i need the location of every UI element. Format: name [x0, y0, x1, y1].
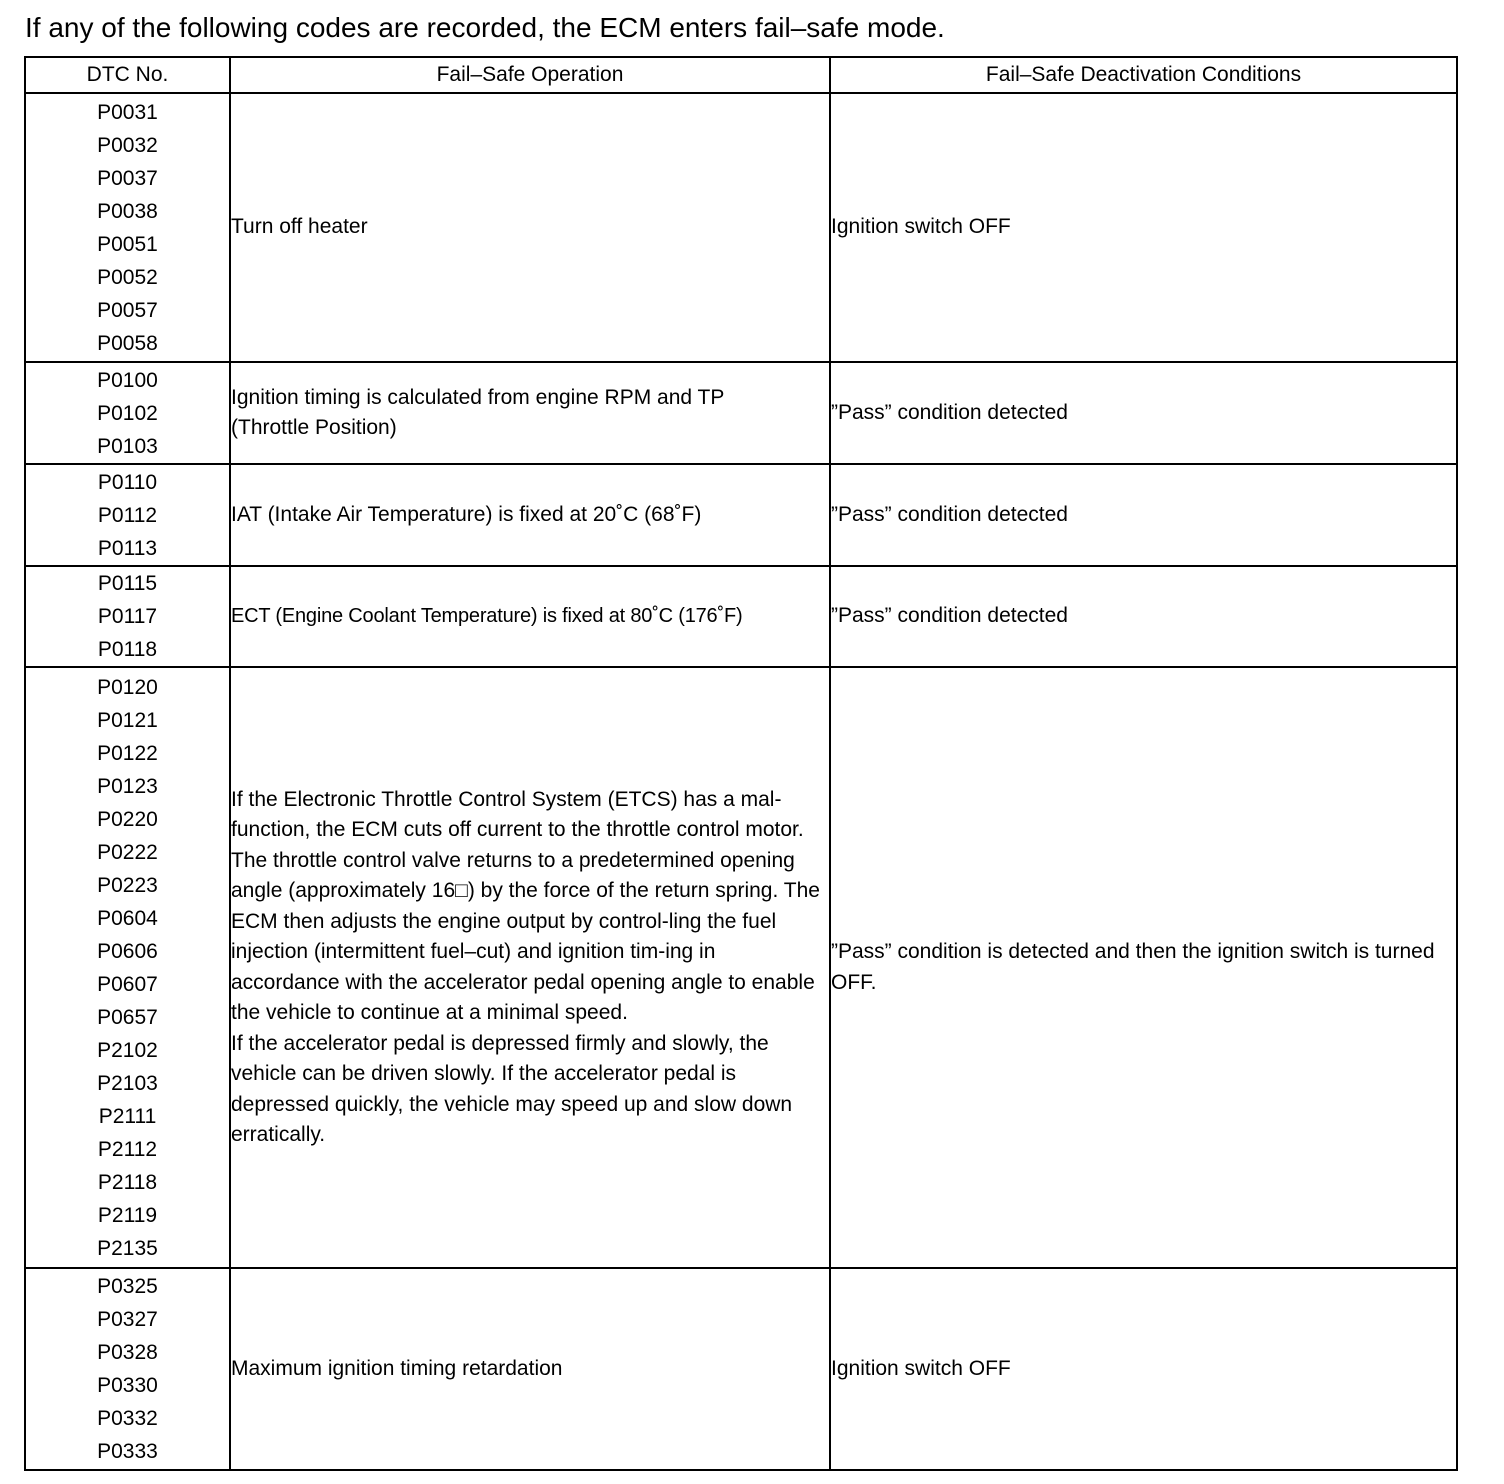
table-row: [25, 464, 1457, 566]
dtc-code: P0122: [97, 741, 158, 765]
dtc-code: P2102: [97, 1038, 158, 1062]
dtc-code: P0051: [97, 232, 158, 256]
table-row: [25, 1268, 1457, 1470]
dtc-code: P0031: [97, 100, 158, 124]
fail-safe-operation-cell: [230, 1268, 830, 1470]
fail-safe-operation-cell: [230, 464, 830, 566]
fail-safe-operation-cell: [230, 667, 830, 1268]
dtc-codes-cell: [25, 464, 230, 566]
operation-text: IAT (Intake Air Temperature) is fixed at 20˚C (68˚F): [231, 502, 702, 526]
dtc-code: P0123: [97, 774, 158, 798]
operation-text: If the Electronic Throttle Control System (ETCS) has a mal-function, the ECM cuts off current to the throttle control motor. The throttle control valve returns to a predetermined opening angle (approximately 16□) by the force of the return spring. The ECM then adjusts the engine output by control-ling the fuel injection (intermittent fuel–cut) and ignition tim-ing in accordance with the accelerator pedal opening angle to enable the vehicle to continue at a minimal speed.: [231, 787, 820, 1024]
header-fail-safe-operation: Fail–Safe Operation: [230, 57, 830, 93]
dtc-code: P0330: [97, 1374, 158, 1397]
operation-text: If the accelerator pedal is depressed firmly and slowly, the vehicle can be driven slowly. If the accelerator pedal is depressed quickly, the vehicle may speed up and slow down erratically.: [231, 1031, 793, 1146]
dtc-code: P0115: [97, 572, 158, 595]
header-dtc-no: DTC No.: [25, 57, 230, 93]
dtc-code: P0058: [97, 331, 158, 355]
dtc-code: P0222: [97, 840, 158, 864]
table-row: [25, 566, 1457, 667]
operation-text: Turn off heater: [231, 215, 368, 239]
deactivation-condition-cell: Ignition switch OFF: [830, 93, 1457, 362]
header-row: [25, 57, 1457, 93]
fail-safe-table: [24, 56, 1458, 1471]
dtc-code: P0113: [97, 536, 158, 560]
dtc-code: P2118: [97, 1170, 158, 1194]
table-row: [25, 362, 1457, 464]
dtc-code: P2103: [97, 1071, 158, 1095]
dtc-code: P0052: [97, 265, 158, 289]
dtc-code: P0102: [97, 401, 158, 425]
header-deactivation-conditions: Fail–Safe Deactivation Conditions: [830, 57, 1457, 93]
dtc-code: P2119: [97, 1203, 158, 1227]
dtc-code: P2112: [97, 1137, 158, 1161]
dtc-codes-cell: [25, 667, 230, 1268]
dtc-code: P0607: [97, 972, 158, 996]
dtc-code: P0604: [97, 906, 158, 930]
dtc-code: P0223: [97, 873, 158, 897]
operation-text: ECT (Engine Coolant Temperature) is fixed at 80˚C (176˚F): [231, 605, 743, 628]
dtc-code: P0103: [97, 434, 158, 458]
dtc-code: P2111: [98, 1104, 157, 1128]
dtc-code: P0325: [97, 1275, 158, 1298]
dtc-code: P0333: [97, 1440, 158, 1463]
dtc-code: P0032: [97, 133, 158, 157]
dtc-code: P0110: [97, 470, 158, 494]
dtc-code: P0328: [97, 1341, 158, 1364]
dtc-code: P0038: [97, 199, 158, 223]
dtc-code: P0220: [97, 807, 158, 831]
dtc-code: P0121: [97, 708, 158, 732]
dtc-codes-cell: [25, 566, 230, 667]
intro-text: If any of the following codes are recorded, the ECM enters fail–safe mode.: [25, 12, 945, 43]
table-row: [25, 93, 1457, 362]
dtc-code: P0118: [97, 638, 158, 661]
fail-safe-operation-cell: [230, 362, 830, 464]
dtc-code: P2135: [97, 1236, 158, 1260]
dtc-codes-cell: [25, 362, 230, 464]
dtc-code: P0117: [97, 605, 158, 628]
dtc-code: P0657: [97, 1005, 158, 1029]
deactivation-condition-cell: ”Pass” condition detected: [830, 464, 1457, 566]
deactivation-condition-cell: ”Pass” condition detected: [830, 566, 1457, 667]
dtc-codes-cell: [25, 1268, 230, 1470]
dtc-code: P0057: [97, 298, 158, 322]
deactivation-condition-cell: Ignition switch OFF: [830, 1268, 1457, 1470]
dtc-code: P0100: [97, 368, 158, 392]
dtc-codes-cell: [25, 93, 230, 362]
operation-text: Maximum ignition timing retardation: [231, 1356, 563, 1380]
dtc-code: P0327: [97, 1308, 158, 1331]
dtc-code: P0112: [97, 503, 158, 527]
deactivation-condition-cell: ”Pass” condition detected: [830, 362, 1457, 464]
dtc-code: P0037: [97, 166, 158, 190]
dtc-code: P0120: [97, 675, 158, 699]
deactivation-condition-cell: ”Pass” condition is detected and then the ignition switch is turned OFF.: [830, 667, 1457, 1268]
fail-safe-operation-cell: [230, 566, 830, 667]
fail-safe-operation-cell: [230, 93, 830, 362]
dtc-code: P0606: [97, 939, 158, 963]
table-row: [25, 667, 1457, 1268]
dtc-code: P0332: [97, 1407, 158, 1430]
operation-text: Ignition timing is calculated from engine RPM and TP (Throttle Position): [231, 385, 724, 439]
